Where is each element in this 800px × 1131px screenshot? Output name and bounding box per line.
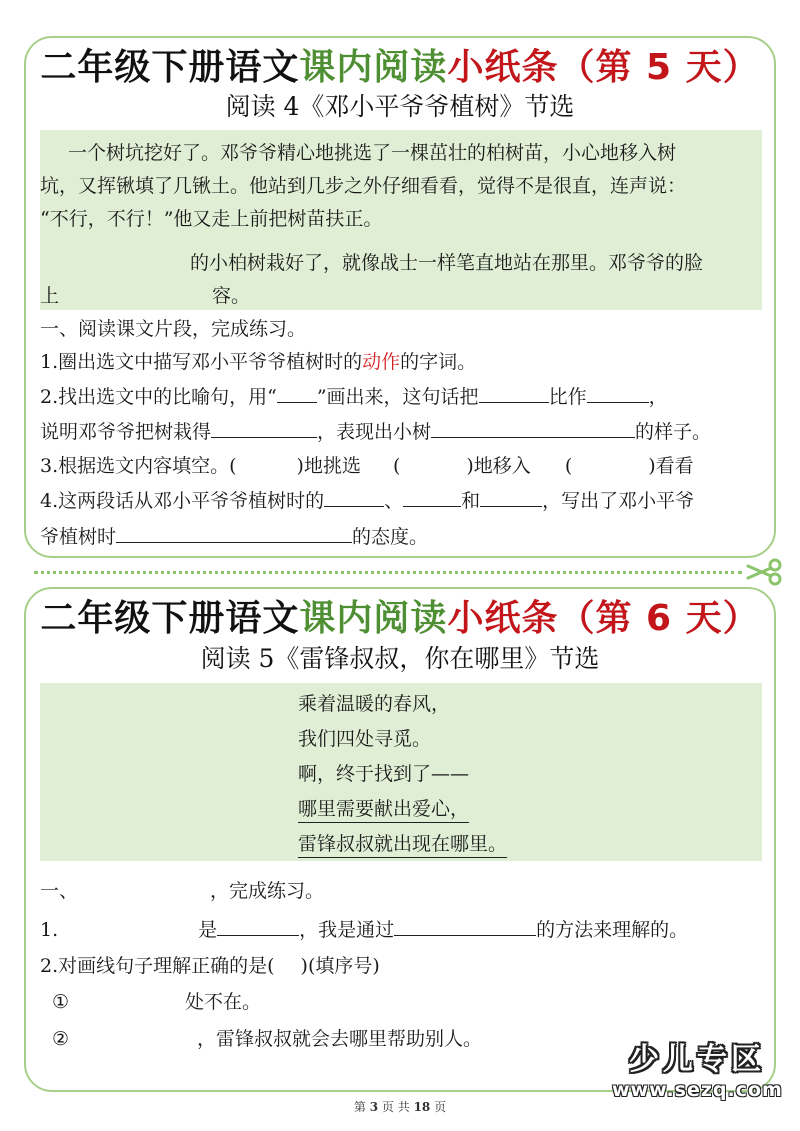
poem-box [40, 683, 762, 861]
section-heading: 一、阅读课文片段，完成练习。 [40, 318, 307, 340]
watermark-logo: 少儿专区 [629, 1042, 765, 1077]
slip-subtitle: 阅读 4《邓小平爷爷植树》节选 [225, 92, 575, 121]
answer-blank[interactable] [431, 419, 635, 438]
passage-line: 一个树坑挖好了。邓爷爷精心地挑选了一棵茁壮的柏树苗，小心地移入树 [68, 142, 677, 164]
answer-blank[interactable] [403, 488, 461, 507]
question-4: 4.这两段话从邓小平爷爷植树时的 、 和 ，写出了邓小平爷 [40, 490, 695, 512]
poem-line: 我们四处寻觅。 [298, 728, 432, 750]
answer-blank[interactable] [277, 384, 317, 403]
question-1: 1.圈出选文中描写邓小平爷爷植树时的动作的字词。 [40, 351, 477, 373]
reading-slip-day6 [24, 587, 776, 1092]
option-2: ② ，雷锋叔叔就会去哪里帮助别人。 [52, 1028, 483, 1050]
page-total: 18 [413, 1100, 431, 1114]
page-footer: 第 3 页 共 18 页 [353, 1100, 447, 1114]
passage-line: “不行，不行！”他又走上前把树苗扶正。 [40, 208, 383, 230]
answer-blank[interactable] [480, 488, 542, 507]
answer-blank[interactable] [324, 488, 384, 507]
slip-subtitle: 阅读 5《雷锋叔叔，你在哪里》节选 [200, 644, 600, 673]
passage-line: 坑，又挥锹填了几锹土。他站到几步之外仔细看看，觉得不是很直，连声说： [40, 175, 687, 197]
underlined-line: 哪里需要献出爱心， [298, 798, 469, 823]
scissors-icon [744, 558, 784, 586]
highlight-word: 动作 [362, 351, 401, 373]
slip-title: 二年级下册语文课内阅读小纸条（第 6 天） [40, 598, 760, 639]
question-2-cont: 说明邓爷爷把树栽得 ，表现出小树 的样子。 [40, 421, 712, 443]
answer-blank[interactable] [479, 384, 549, 403]
answer-blank[interactable] [211, 419, 317, 438]
poem-line: 啊，终于找到了—— [298, 763, 470, 785]
option-1: ① 处不在。 [52, 991, 262, 1013]
question-1: 1. 是 ，我是通过 的方法来理解的。 [40, 919, 689, 941]
passage-line: 上 [40, 285, 60, 307]
question-3: 3.根据选文内容填空。( )地挑选 ( )地移入 ( )看看 [40, 455, 694, 477]
answer-blank[interactable] [587, 384, 649, 403]
passage-box [40, 130, 762, 310]
answer-blank[interactable] [394, 917, 536, 936]
answer-blank[interactable] [116, 524, 352, 543]
slip-title: 二年级下册语文课内阅读小纸条（第 5 天） [40, 47, 760, 88]
question-4-cont: 爷植树时 的态度。 [40, 526, 429, 548]
question-2: 2.找出选文中的比喻句，用“ ”画出来，这句话把 比作 ， [40, 386, 668, 408]
passage-line: 的小柏树栽好了，就像战士一样笔直地站在那里。邓爷爷的脸 [190, 252, 704, 274]
watermark-url: www.sezq.com [612, 1079, 783, 1101]
reading-slip-day5 [24, 36, 776, 558]
section-heading: 一、 ，完成练习。 [40, 880, 325, 902]
page-number: 3 [369, 1100, 379, 1114]
underlined-line: 雷锋叔叔就出现在哪里。 [298, 833, 507, 858]
question-2: 2.对画线句子理解正确的是( )(填序号) [40, 955, 380, 977]
site-watermark [612, 1042, 782, 1102]
answer-blank[interactable] [217, 917, 299, 936]
poem-line: 乘着温暖的春风， [298, 693, 451, 715]
cut-line [34, 571, 742, 574]
passage-line: 容。 [212, 285, 251, 307]
